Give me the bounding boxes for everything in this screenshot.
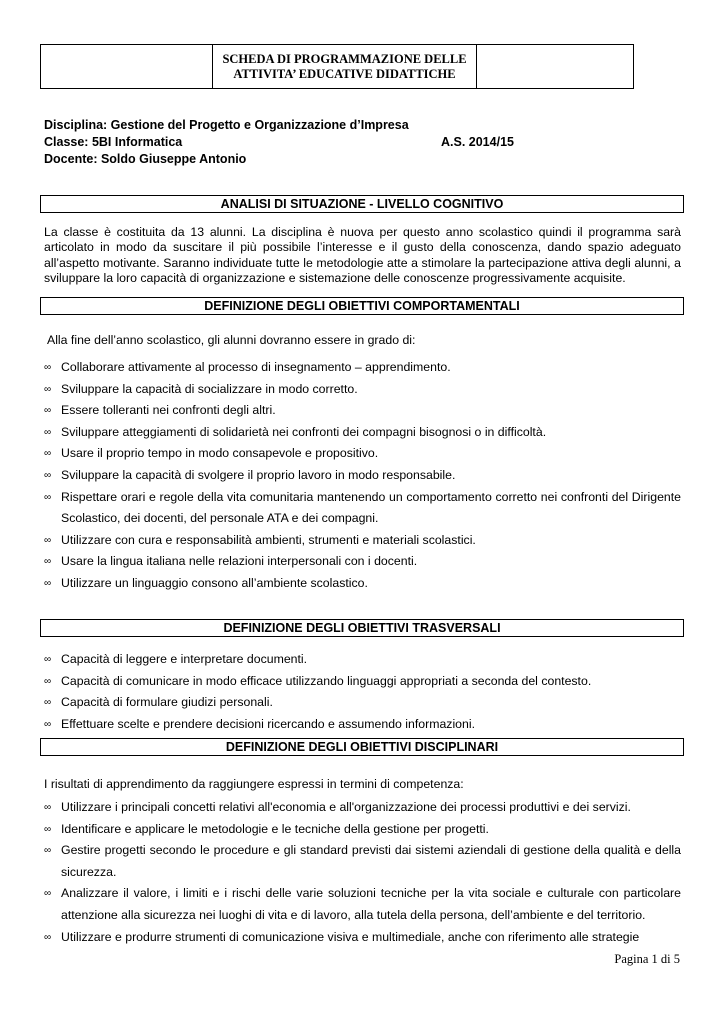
list-item bbox=[44, 649, 681, 671]
header-table bbox=[40, 44, 634, 89]
list-item bbox=[44, 927, 681, 949]
bullet-icon: ∞ bbox=[44, 823, 52, 835]
header-cell-left bbox=[41, 45, 213, 88]
list-item bbox=[44, 714, 681, 736]
header-cell-right bbox=[477, 45, 633, 88]
section-title-trasversali: DEFINIZIONE DEGLI OBIETTIVI TRASVERSALI bbox=[40, 619, 684, 637]
bullet-icon: ∞ bbox=[44, 448, 52, 460]
list-item-text: Identificare e applicare le metodologie e le tecniche della gestione per progetti. bbox=[61, 821, 489, 836]
anno-scolastico: A.S. 2014/15 bbox=[441, 135, 514, 149]
bullet-icon: ∞ bbox=[44, 469, 52, 481]
header-title bbox=[213, 45, 477, 88]
bullet-icon: ∞ bbox=[44, 426, 52, 438]
bullet-icon: ∞ bbox=[44, 802, 52, 813]
list-item-text: Capacità di formulare giudizi personali. bbox=[61, 695, 273, 710]
list-item bbox=[44, 671, 681, 693]
bullet-icon: ∞ bbox=[44, 654, 52, 665]
list-item-text: Sviluppare la capacità di socializzare in modo corretto. bbox=[61, 381, 358, 396]
list-item-text: Rispettare orari e regole della vita comunitaria mantenendo un comportamento corretto nei confronti del Dirigente Scolastico, dei docenti, del personale ATA e dei compagni. bbox=[61, 489, 681, 526]
bullet-icon: ∞ bbox=[44, 383, 52, 395]
trasversali-list bbox=[44, 649, 681, 735]
list-item-text: Utilizzare e produrre strumenti di comunicazione visiva e multimediale, anche con riferimento alle strategie bbox=[61, 929, 640, 944]
list-item-text: Analizzare il valore, i limiti e i rischi delle varie soluzioni tecniche per la vita sociale e culturale con particolare attenzione alla sicurezza nei luoghi di vita e di lavoro, alla tutela della persona, dell’ambiente e del territorio. bbox=[61, 886, 681, 922]
list-item-text: Usare la lingua italiana nelle relazioni interpersonali con i docenti. bbox=[61, 554, 418, 569]
section-title-analisi: ANALISI DI SITUAZIONE - LIVELLO COGNITIVO bbox=[40, 195, 684, 213]
list-item bbox=[44, 422, 681, 444]
page-number: Pagina 1 di 5 bbox=[614, 952, 680, 966]
disciplina-line: Disciplina: Gestione del Progetto e Organizzazione d’Impresa bbox=[44, 118, 409, 132]
section-title-disciplinari: DEFINIZIONE DEGLI OBIETTIVI DISCIPLINARI bbox=[40, 738, 684, 756]
bullet-icon: ∞ bbox=[44, 556, 52, 568]
list-item bbox=[44, 443, 681, 465]
bullet-icon: ∞ bbox=[44, 845, 52, 857]
bullet-icon: ∞ bbox=[44, 931, 52, 943]
list-item-text: Utilizzare un linguaggio consono all’ambiente scolastico. bbox=[61, 575, 368, 590]
list-item bbox=[44, 487, 681, 530]
bullet-icon: ∞ bbox=[44, 405, 52, 417]
bullet-icon: ∞ bbox=[44, 888, 52, 900]
bullet-icon: ∞ bbox=[44, 362, 52, 373]
disciplinari-intro: I risultati di apprendimento da raggiungere espressi in termini di competenza: bbox=[44, 777, 464, 791]
analisi-paragraph: La classe è costituita da 13 alunni. La disciplina è nuova per questo anno scolastico quindi il programma sarà articolato in modo da suscitare il più possibile l’interesse e il gusto della conoscenza, dando spazio adeguato all’aspetto motivante. Saranno individuate tutte le metodologie atte a stimolare la partecipazione attiva degli alunni, a sviluppare la loro capacità di organizzazione e sistemazione delle conoscenze progressivamente acquisite. bbox=[44, 225, 681, 285]
list-item-text: Essere tolleranti nei confronti degli altri. bbox=[61, 403, 276, 418]
bullet-icon: ∞ bbox=[44, 718, 52, 730]
list-item bbox=[44, 840, 681, 883]
list-item-text: Capacità di leggere e interpretare documenti. bbox=[61, 652, 308, 666]
list-item bbox=[44, 797, 681, 819]
classe-line: Classe: 5BI Informatica bbox=[44, 135, 183, 149]
list-item-text: Usare il proprio tempo in modo consapevole e propositivo. bbox=[61, 446, 379, 461]
classe-row bbox=[44, 134, 684, 151]
header-title-line2: ATTIVITA’ EDUCATIVE DIDATTICHE bbox=[233, 66, 456, 81]
bullet-icon: ∞ bbox=[44, 675, 52, 687]
list-item bbox=[44, 379, 681, 401]
list-item-text: Effettuare scelte e prendere decisioni ricercando e assumendo informazioni. bbox=[61, 716, 475, 731]
header-title-line1: SCHEDA DI PROGRAMMAZIONE DELLE bbox=[222, 51, 467, 66]
list-item bbox=[44, 465, 681, 487]
course-meta bbox=[44, 117, 684, 168]
bullet-icon: ∞ bbox=[44, 697, 52, 709]
list-item-text: Sviluppare atteggiamenti di solidarietà nei confronti dei compagni bisognosi o in difficoltà. bbox=[61, 424, 547, 439]
disciplinari-list bbox=[44, 797, 681, 948]
comportamentali-intro: Alla fine dell’anno scolastico, gli alunni dovranno essere in grado di: bbox=[47, 333, 416, 347]
list-item-text: Utilizzare i principali concetti relativi all'economia e all'organizzazione dei processi produttivi e dei servizi. bbox=[61, 800, 631, 814]
comportamentali-list bbox=[44, 357, 681, 595]
list-item bbox=[44, 883, 681, 926]
list-item bbox=[44, 692, 681, 714]
docente-line: Docente: Soldo Giuseppe Antonio bbox=[44, 152, 247, 166]
list-item bbox=[44, 819, 681, 841]
list-item bbox=[44, 400, 681, 422]
list-item bbox=[44, 357, 681, 379]
list-item bbox=[44, 551, 681, 573]
list-item bbox=[44, 530, 681, 552]
list-item-text: Capacità di comunicare in modo efficace utilizzando linguaggi appropriati a seconda del contesto. bbox=[61, 673, 592, 688]
bullet-icon: ∞ bbox=[44, 491, 52, 503]
list-item-text: Collaborare attivamente al processo di insegnamento – apprendimento. bbox=[61, 360, 451, 374]
bullet-icon: ∞ bbox=[44, 577, 52, 589]
section-title-comportamentali: DEFINIZIONE DEGLI OBIETTIVI COMPORTAMENTALI bbox=[40, 297, 684, 315]
list-item bbox=[44, 573, 681, 595]
list-item-text: Gestire progetti secondo le procedure e gli standard previsti dai sistemi aziendali di gestione della qualità e della sicurezza. bbox=[61, 843, 681, 879]
list-item-text: Sviluppare la capacità di svolgere il proprio lavoro in modo responsabile. bbox=[61, 467, 456, 482]
bullet-icon: ∞ bbox=[44, 534, 52, 546]
list-item-text: Utilizzare con cura e responsabilità ambienti, strumenti e materiali scolastici. bbox=[61, 532, 476, 547]
